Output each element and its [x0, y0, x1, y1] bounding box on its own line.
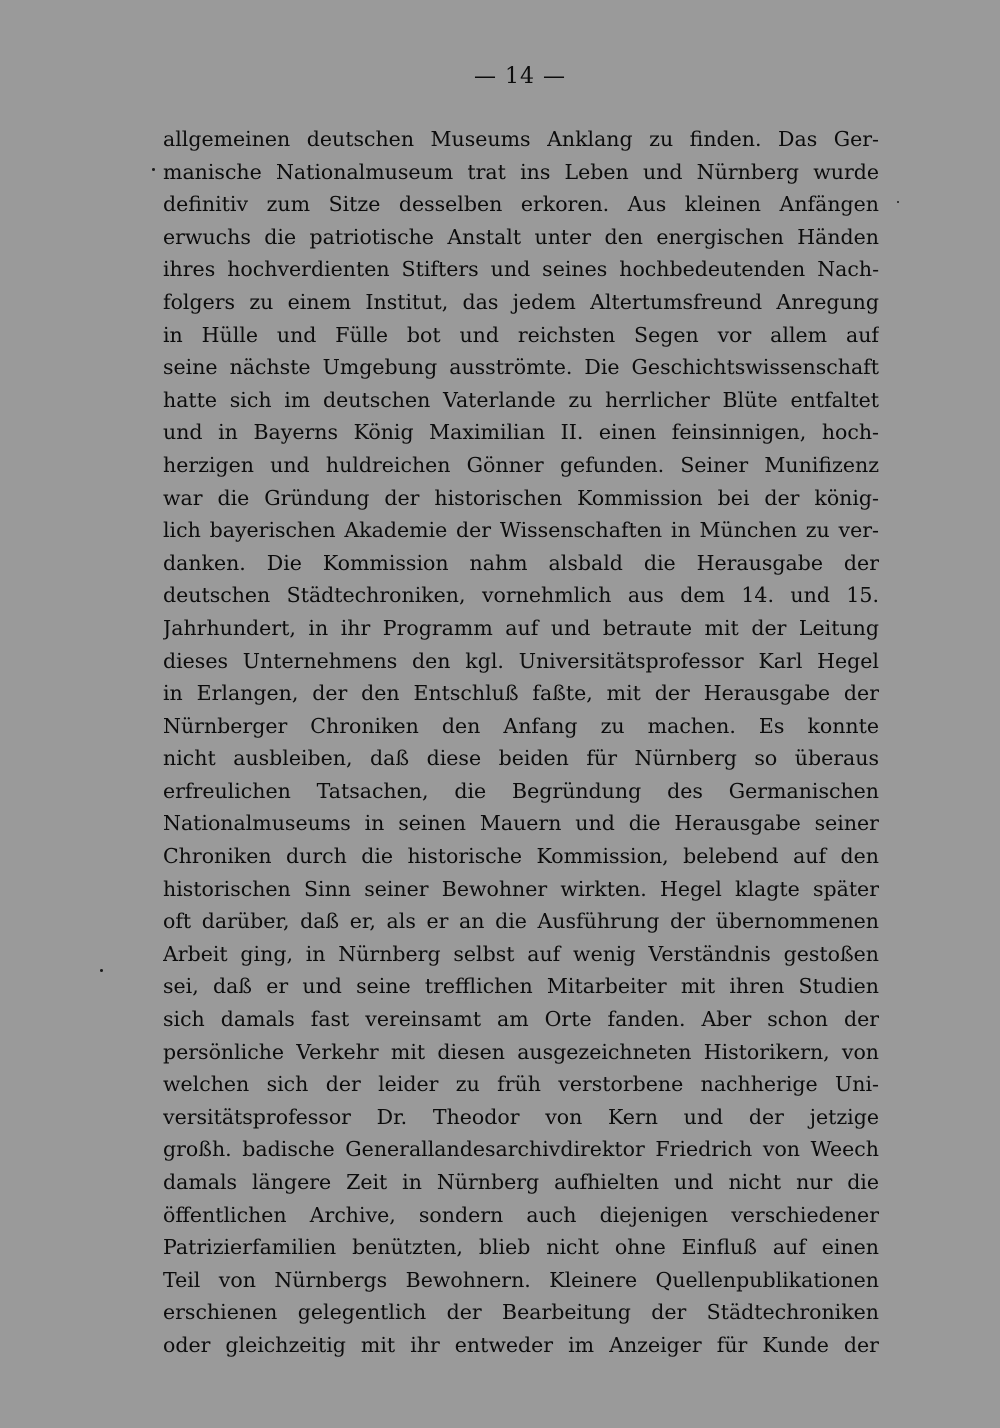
text-line: lich bayerischen Akademie der Wissenschaften in München zu ver-	[163, 518, 879, 543]
text-line: öffentlichen Archive, sondern auch diejenigen verschiedener	[163, 1202, 879, 1227]
text-line: oft darüber, daß er, als er an die Ausführung der übernommenen	[163, 909, 879, 934]
text-line: definitiv zum Sitze desselben erkoren. Aus kleinen Anfängen	[163, 192, 879, 217]
text-line: sei, daß er und seine trefflichen Mitarbeiter mit ihren Studien	[163, 974, 879, 999]
page-number: — 14 —	[474, 64, 566, 89]
text-line: war die Gründung der historischen Kommission bei der könig-	[163, 485, 879, 510]
text-line: allgemeinen deutschen Museums Anklang zu finden. Das Ger-	[163, 127, 879, 151]
text-line: Arbeit ging, in Nürnberg selbst auf wenig Verständnis gestoßen	[163, 941, 879, 966]
text-line: dieses Unternehmens den kgl. Universitätsprofessor Karl Hegel	[163, 648, 879, 673]
text-line: danken. Die Kommission nahm alsbald die Herausgabe der	[163, 550, 879, 575]
text-line: deutschen Städtechroniken, vornehmlich aus dem 14. und 15.	[163, 583, 879, 608]
text-line: manische Nationalmuseum trat ins Leben und Nürnberg wurde	[163, 159, 879, 184]
text-line: folgers zu einem Institut, das jedem Altertumsfreund Anregung	[163, 289, 879, 314]
text-line: erwuchs die patriotische Anstalt unter den energischen Händen	[163, 224, 879, 249]
print-speck	[897, 201, 899, 203]
text-line: erfreulichen Tatsachen, die Begründung des Germanischen	[163, 778, 879, 803]
text-line: großh. badische Generallandesarchivdirektor Friedrich von Weech	[163, 1137, 879, 1162]
text-line: Nationalmuseums in seinen Mauern und die Herausgabe seiner	[163, 811, 879, 836]
text-line: Chroniken durch die historische Kommission, belebend auf den	[163, 844, 879, 869]
text-line: in Erlangen, der den Entschluß faßte, mit der Herausgabe der	[163, 681, 879, 706]
body-text	[163, 123, 879, 1362]
text-line: und in Bayerns König Maximilian II. einen feinsinnigen, hoch-	[163, 420, 879, 445]
print-speck	[152, 168, 155, 171]
text-line: in Hülle und Fülle bot und reichsten Segen vor allem auf	[163, 322, 879, 347]
text-line: nicht ausbleiben, daß diese beiden für Nürnberg so überaus	[163, 746, 879, 771]
text-line: damals längere Zeit in Nürnberg aufhielten und nicht nur die	[163, 1170, 879, 1194]
text-line: versitätsprofessor Dr. Theodor von Kern und der jetzige	[163, 1104, 879, 1129]
text-line: hatte sich im deutschen Vaterlande zu herrlicher Blüte entfaltet	[163, 387, 879, 412]
text-line: persönliche Verkehr mit diesen ausgezeichneten Historikern, von	[163, 1039, 879, 1064]
text-line: Patrizierfamilien benützten, blieb nicht ohne Einfluß auf einen	[163, 1235, 879, 1260]
text-line: seine nächste Umgebung ausströmte. Die Geschichtswissenschaft	[163, 355, 879, 380]
text-line: Jahrhundert, in ihr Programm auf und betraute mit der Leitung	[163, 615, 879, 640]
text-line: erschienen gelegentlich der Bearbeitung der Städtechroniken	[163, 1300, 879, 1325]
text-line: welchen sich der leider zu früh verstorbene nachherige Uni-	[163, 1072, 879, 1097]
text-line: oder gleichzeitig mit ihr entweder im Anzeiger für Kunde der	[163, 1332, 879, 1357]
text-line: Nürnberger Chroniken den Anfang zu machen. Es konnte	[163, 713, 879, 738]
text-line: historischen Sinn seiner Bewohner wirkten. Hegel klagte später	[163, 876, 879, 901]
print-speck	[100, 969, 103, 972]
text-line: Teil von Nürnbergs Bewohnern. Kleinere Quellenpublikationen	[163, 1267, 879, 1292]
text-line: sich damals fast vereinsamt am Orte fanden. Aber schon der	[163, 1007, 879, 1032]
text-line: herzigen und huldreichen Gönner gefunden. Seiner Munifizenz	[163, 452, 879, 477]
text-line: ihres hochverdienten Stifters und seines hochbedeutenden Nach-	[163, 257, 879, 282]
